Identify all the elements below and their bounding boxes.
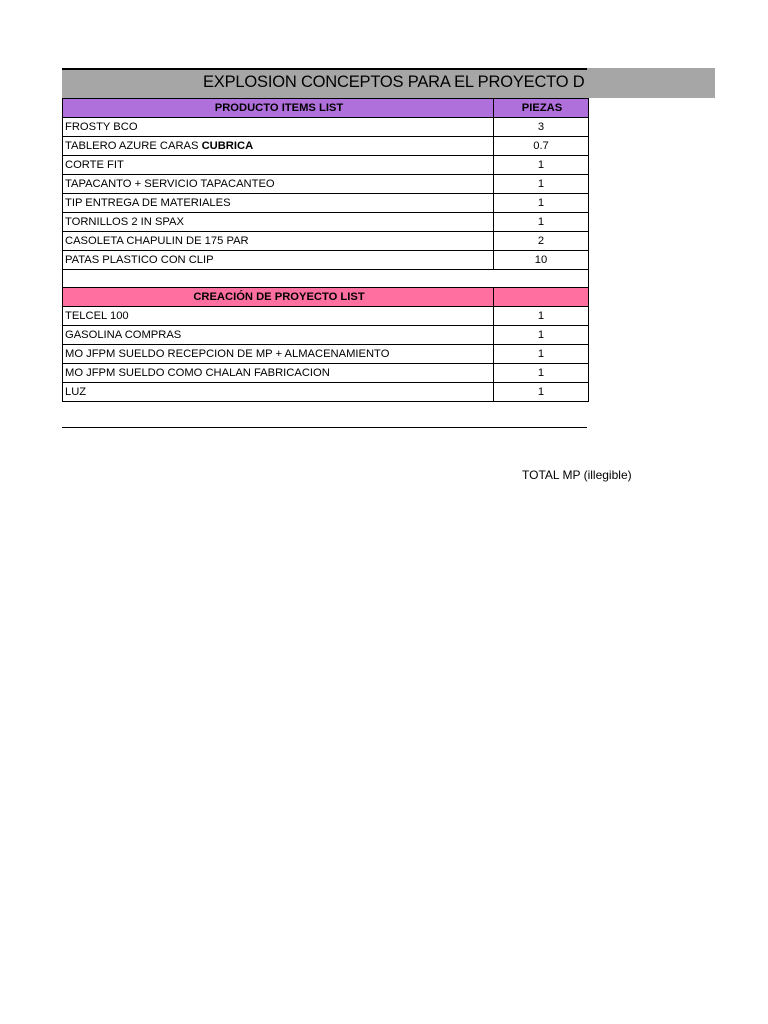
item-qty: 1 [494,213,589,232]
item-label: FROSTY BCO [63,118,494,137]
items-table [62,98,589,402]
total-mp [522,466,632,484]
table-row [63,156,589,175]
item-qty: 0.7 [494,137,589,156]
table-row [63,175,589,194]
table-row [63,383,589,402]
item-label: LUZ [63,383,494,402]
table-row [63,232,589,251]
item-qty: 1 [494,175,589,194]
section2-header-qty [494,288,589,307]
title-band-extension [587,68,715,98]
item-qty: 2 [494,232,589,251]
item-qty: 1 [494,383,589,402]
item-qty: 1 [494,345,589,364]
table-row [63,194,589,213]
section1-header-label: PRODUCTO ITEMS LIST [63,99,494,118]
item-label: TORNILLOS 2 IN SPAX [63,213,494,232]
item-label: TIP ENTREGA DE MATERIALES [63,194,494,213]
item-qty: 1 [494,364,589,383]
section2-header-label: CREACIÓN DE PROYECTO LIST [63,288,494,307]
total-mp-label: TOTAL MP [522,468,581,482]
spacer-cell [63,270,589,288]
item-qty: 3 [494,118,589,137]
item-label: MO JFPM SUELDO RECEPCION DE MP + ALMACENAMIENTO [63,345,494,364]
table-row [63,213,589,232]
item-label: TELCEL 100 [63,307,494,326]
item-qty: 1 [494,156,589,175]
item-qty: 1 [494,194,589,213]
item-label: CORTE FIT [63,156,494,175]
table-row [63,137,589,156]
item-label: CASOLETA CHAPULIN DE 175 PAR [63,232,494,251]
table-row [63,364,589,383]
item-label: TABLERO AZURE CARAS CUBRICA [63,137,494,156]
spacer-row [63,270,589,288]
item-label: PATAS PLASTICO CON CLIP [63,251,494,270]
table-row [63,326,589,345]
table-bottom-border [62,427,587,428]
total-mp-value: (illegible) [583,468,632,482]
item-qty: 1 [494,326,589,345]
item-label: MO JFPM SUELDO COMO CHALAN FABRICACION [63,364,494,383]
section1-header-qty: PIEZAS [494,99,589,118]
section1-header-row [63,99,589,118]
item-qty: 10 [494,251,589,270]
item-label: GASOLINA COMPRAS [63,326,494,345]
table-row [63,118,589,137]
spreadsheet [62,68,715,428]
item-label: TAPACANTO + SERVICIO TAPACANTEO [63,175,494,194]
item-qty: 1 [494,307,589,326]
table-row [63,345,589,364]
sheet-title: EXPLOSION CONCEPTOS PARA EL PROYECTO D [203,73,585,91]
section2-header-row [63,288,589,307]
table-row [63,307,589,326]
table-row [63,251,589,270]
